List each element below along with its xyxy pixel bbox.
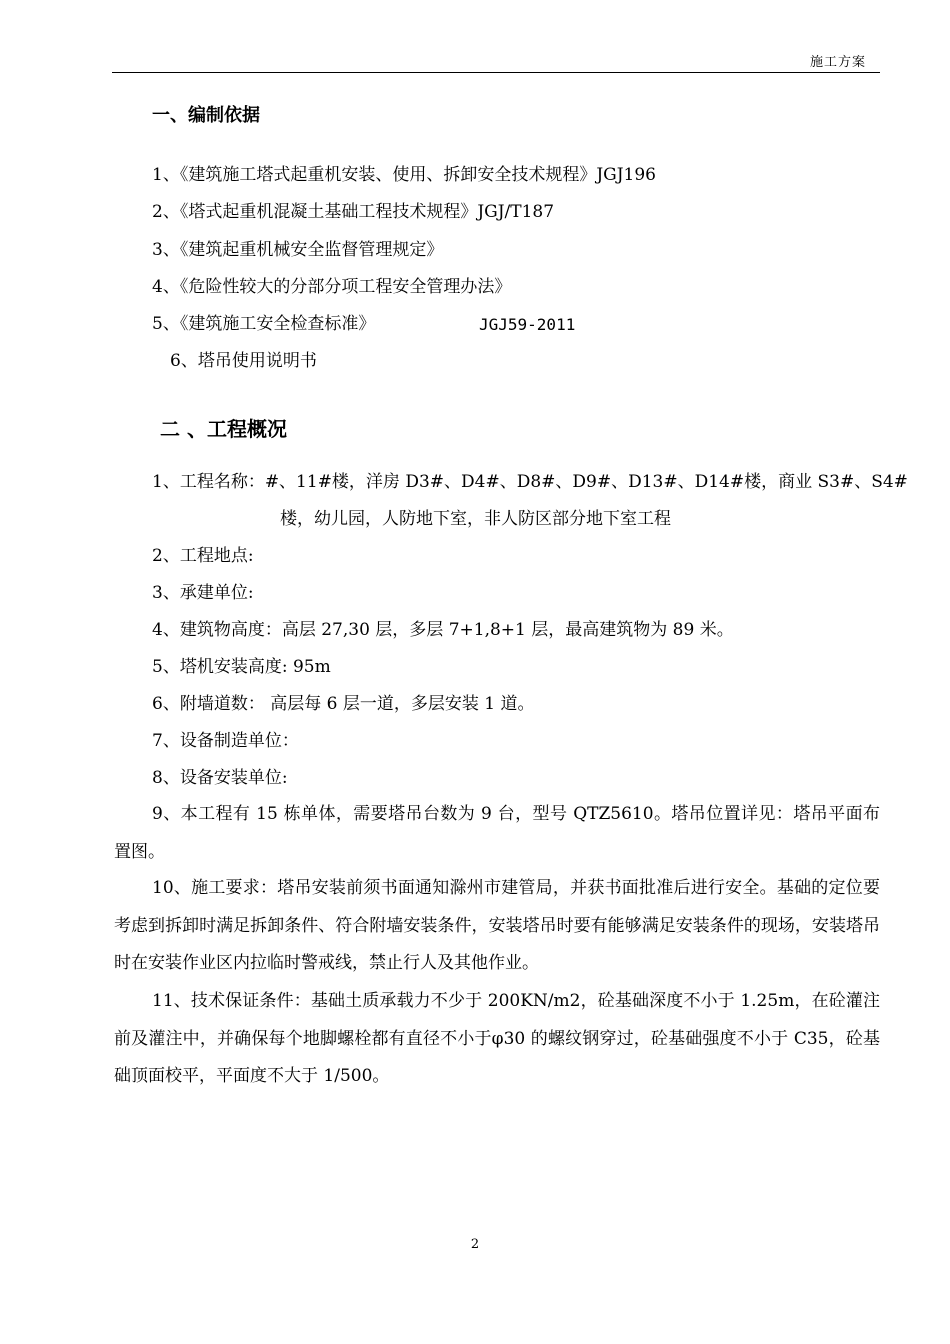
overview-item-8: 8、设备安装单位: [152, 768, 288, 788]
overview-item-3: 3、承建单位: [152, 583, 254, 603]
basis-item-3: 3、《建筑起重机械安全监督管理规定》 [152, 240, 444, 260]
header-rule [112, 72, 880, 73]
overview-item-2: 2、工程地点: [152, 546, 254, 566]
basis-item-2: 2、《塔式起重机混凝土基础工程技术规程》JGJ/T187 [152, 202, 555, 222]
overview-item-4: 4、建筑物高度：高层 27,30 层，多层 7+1,8+1 层，最高建筑物为 89 米。 [152, 620, 734, 640]
page-number: 2 [470, 1237, 480, 1252]
overview-item-1-line-1: 1、工程名称：#、11#楼，洋房 D3#、D4#、D8#、D9#、D13#、D14#楼，商业 S3#、S4# [152, 472, 908, 492]
basis-item-5-label: 5、《建筑施工安全检查标准》 [152, 314, 376, 334]
overview-item-6: 6、附墙道数： 高层每 6 层一道，多层安装 1 道。 [152, 694, 535, 714]
overview-paragraph-9: 9、本工程有 15 栋单体，需要塔吊台数为 9 台，型号 QTZ5610。塔吊位置详见：塔吊平面布置图。 [114, 804, 880, 862]
basis-item-6: 6、塔吊使用说明书 [170, 351, 317, 371]
overview-paragraph-10: 10、施工要求：塔吊安装前须书面通知滁州市建管局，并获书面批准后进行安全。基础的定位要考虑到拆卸时满足拆卸条件、符合附墙安装条件，安装塔吊时要有能够满足安装条件的现场，安装塔吊时在安装作业区内拉临时警戒线，禁止行人及其他作业。 [114, 878, 880, 973]
overview-item-7: 7、设备制造单位： [152, 731, 299, 751]
overview-item-5: 5、塔机安装高度: 95m [152, 657, 331, 677]
section-heading-basis: 一、编制依据 [152, 105, 260, 126]
running-header-title: 施工方案 [809, 55, 866, 70]
basis-item-1: 1、《建筑施工塔式起重机安装、使用、拆卸安全技术规程》JGJ196 [152, 165, 656, 185]
section-heading-overview: 二 、工程概况 [160, 417, 287, 441]
basis-item-4: 4、《危险性较大的分部分项工程安全管理办法》 [152, 277, 512, 297]
overview-item-1-line-2: 楼，幼儿园，人防地下室，非人防区部分地下室工程 [280, 509, 671, 529]
basis-item-5-code: JGJ59-2011 [479, 315, 576, 334]
overview-paragraph-11: 11、技术保证条件：基础土质承载力不少于 200KN/m2，砼基础深度不小于 1.25m，在砼灌注前及灌注中，并确保每个地脚螺栓都有直径不小于φ30 的螺纹钢穿过，砼基础强度不小于 C35，砼基础顶面校平，平面度不大于 1/500。 [114, 991, 880, 1086]
